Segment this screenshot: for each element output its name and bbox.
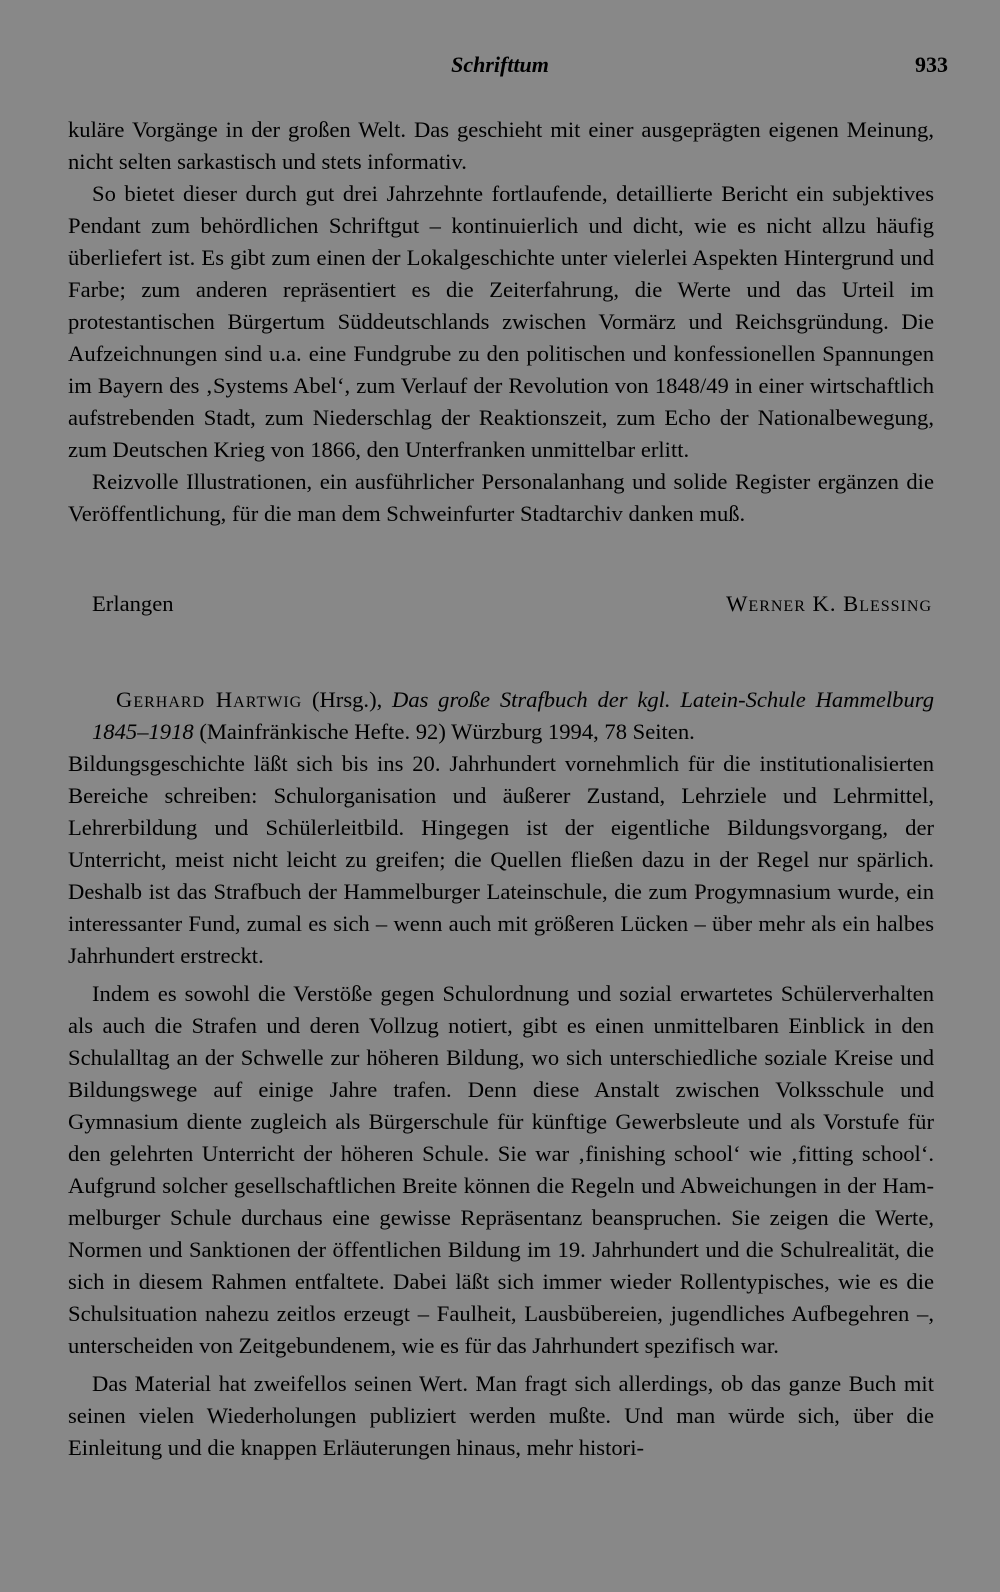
book-editor: Gerhard Hartwig bbox=[116, 687, 303, 712]
page-number: 933 bbox=[915, 52, 948, 77]
review-continuation bbox=[68, 114, 934, 530]
publication-details: (Mainfränkische Hefte. 92) Würzburg 1994, 78 Seiten. bbox=[193, 719, 695, 744]
reviewer-name: Werner K. Blessing bbox=[726, 591, 932, 616]
editor-role: (Hrsg.), bbox=[302, 687, 393, 712]
book-title: Das große Strafbuch der kgl. Latein-Schule Hammelburg 1845–1918 bbox=[92, 687, 934, 744]
running-header bbox=[0, 52, 1000, 86]
review-entry bbox=[68, 684, 934, 1464]
bibliographic-citation bbox=[68, 684, 934, 748]
paragraph: Reizvolle Illustrationen, ein ausführlicher Personalanhang und solide Register ergänzen die Veröffentlichung, für die man dem Schweinfurter Stadtarchiv danken muß. bbox=[68, 469, 934, 526]
paragraph: Das Material hat zweifellos seinen Wert. Man fragt sich allerdings, ob das ganze Buch mit seinen vielen Wiederholungen publiziert werden mußte. Und man würde sich, über die Einleitung und die knappen Erläuterungen hinaus, mehr histori- bbox=[68, 1371, 934, 1460]
paragraph: kuläre Vorgänge in der großen Welt. Das geschieht mit einer ausgeprägten eigenen Meinung, nicht selten sarkastisch und stets informativ. bbox=[68, 117, 934, 174]
reviewer-place: Erlangen bbox=[92, 591, 174, 616]
paragraph: Indem es sowohl die Verstöße gegen Schulordnung und sozial erwartetes Schülerverhalten als auch die Strafen und deren Vollzug notiert, gibt es einen unmittelbaren Einblick in den Schulalltag an der Schwelle zur höheren Bildung, wo sich unterschiedliche soziale Kreise und Bildungswege auf einige Jahre trafen. Denn diese Anstalt zwischen Volksschule und Gymnasium diente zugleich als Bürgerschule für künftige Gewerbsleute und als Vorstufe für den gelehrten Unterricht der höheren Schule. Sie war ‚finishing school‘ wie ‚fitting school‘. Aufgrund solcher gesellschaftlichen Breite können die Regeln und Abweichungen in der Hammelburger Schule durchaus eine gewisse Repräsentanz beanspruchen. Sie zeigen die Werte, Normen und Sanktionen der öffentlichen Bildung im 19. Jahrhundert und die Schulrealität, die sich in diesem Rahmen entfaltete. Dabei läßt sich immer wieder Rollentypisches, wie es die Schulsituation nahezu zeitlos erzeugt – Faulheit, Lausbübereien, jugendliches Aufbegehren –, unterscheiden von Zeitgebundenem, wie es für das Jahrhundert spezifisch war. bbox=[68, 981, 934, 1358]
review-signature bbox=[92, 588, 932, 620]
paragraph: So bietet dieser durch gut drei Jahrzehnte fortlaufende, detaillierte Bericht ein subjektives Pendant zum behördlichen Schriftgut – kontinuierlich und dicht, wie es nicht allzu häufig überliefert ist. Es gibt zum einen der Lokalgeschichte unter vielerlei Aspekten Hintergrund und Farbe; zum anderen repräsentiert es die Zeiterfahrung, die Werte und das Urteil im protestantischen Bürgertum Süddeutschlands zwischen Vormärz und Reichsgründung. Die Aufzeichnungen sind u.a. eine Fundgrube zu den politischen und konfessionellen Spannungen im Bayern des ‚Systems Abel‘, zum Verlauf der Revolution von 1848/49 in einer wirtschaftlich aufstrebenden Stadt, zum Niederschlag der Reaktionszeit, zum Echo der Nationalbewegung, zum Deutschen Krieg von 1866, den Unterfranken unmittelbar erlitt. bbox=[68, 181, 934, 462]
running-title: Schrifttum bbox=[451, 52, 549, 77]
paragraph: Bildungsgeschichte läßt sich bis ins 20. Jahrhundert vornehmlich für die institutionalisierten Bereiche schreiben: Schulorganisation und äußerer Zustand, Lehrziele und Lehrmittel, Lehrerbildung und Schülerleitbild. Hingegen ist der eigentliche Bildungsvorgang, der Unterricht, meist nicht leicht zu greifen; die Quellen fließen dazu in der Regel nur spärlich. Deshalb ist das Strafbuch der Hammelburger Lateinschule, die zum Progymnasium wurde, ein interessanter Fund, zumal es sich – wenn auch mit größeren Lücken – über mehr als ein halbes Jahrhundert erstreckt. bbox=[68, 751, 934, 968]
